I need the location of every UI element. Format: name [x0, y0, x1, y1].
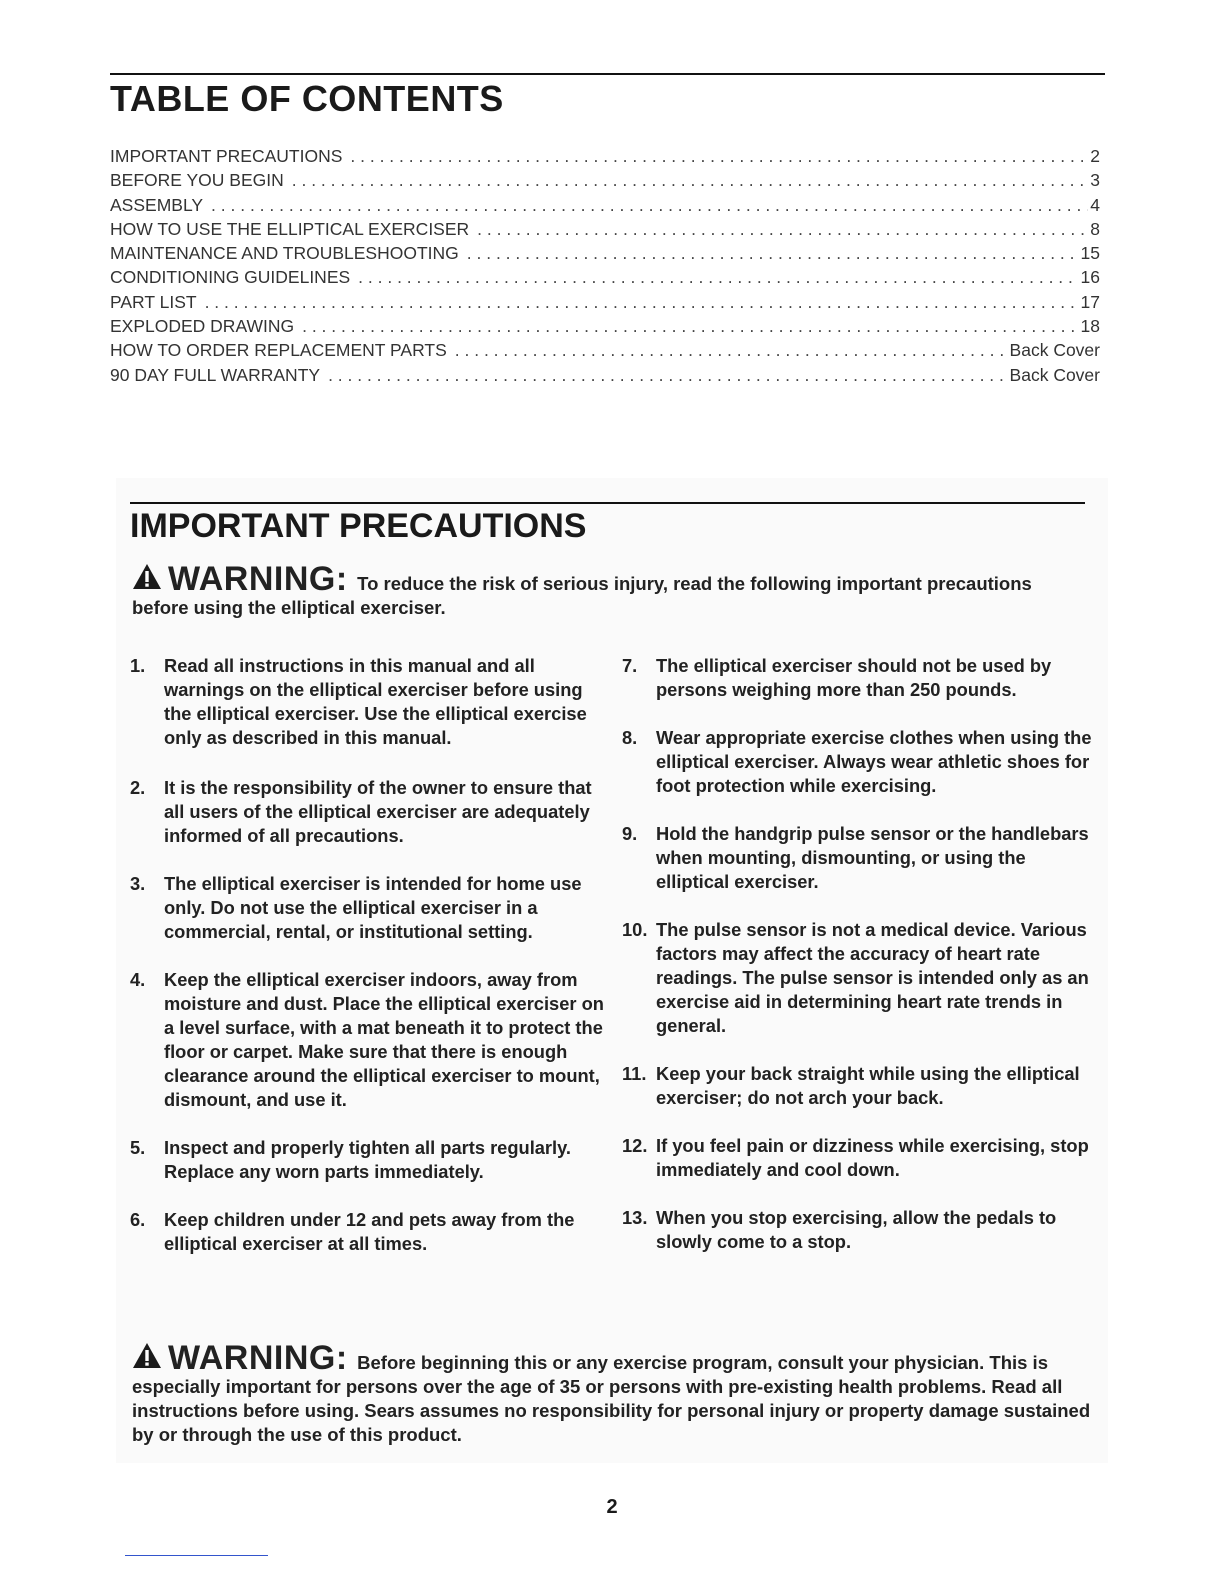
precaution-text: Wear appropriate exercise clothes when using the elliptical exerciser. Always wear athletic shoes for foot protection while exercising. — [656, 727, 1092, 796]
toc-entry-label: HOW TO USE THE ELLIPTICAL EXERCISER — [110, 218, 470, 239]
warning-1-text: To reduce the risk of serious injury, read the following important precautions before using the elliptical exerciser. — [132, 573, 1032, 618]
toc-list — [110, 146, 1100, 389]
warning-colon: : — [335, 560, 348, 598]
toc-leader-dots — [205, 292, 1079, 313]
precaution-text: Keep the elliptical exerciser indoors, away from moisture and dust. Place the elliptical exerciser on a level surface, with a mat beneath it to protect the floor or carpet. Make sure that there is enough clearance around the elliptical exerciser to mount, dismount, and use it. — [164, 969, 604, 1110]
warning-triangle-icon — [132, 563, 162, 590]
toc-entry — [110, 365, 1100, 389]
warning-word: WARNING — [168, 1339, 336, 1377]
precaution-item — [130, 1208, 610, 1256]
precaution-item — [130, 654, 610, 750]
precaution-number: 2. — [130, 777, 146, 798]
warning-heading — [132, 560, 353, 598]
precaution-text: Hold the handgrip pulse sensor or the handlebars when mounting, dismounting, or using the elliptical exerciser. — [656, 823, 1089, 892]
precaution-text: Inspect and properly tighten all parts regularly. Replace any worn parts immediately. — [164, 1137, 572, 1182]
warning-triangle-icon — [132, 1342, 162, 1369]
toc-entry-page: 8 — [1090, 218, 1100, 239]
precaution-item — [622, 1206, 1102, 1254]
toc-entry — [110, 316, 1100, 340]
toc-leader-dots — [358, 267, 1078, 288]
toc-entry-page: 18 — [1080, 316, 1100, 337]
precautions-right-column — [622, 654, 1102, 1254]
precaution-text: If you feel pain or dizziness while exercising, stop immediately and cool down. — [656, 1135, 1089, 1180]
precaution-number: 1. — [130, 655, 146, 676]
warning-heading — [132, 1339, 353, 1377]
toc-leader-dots — [302, 316, 1078, 337]
precaution-number: 8. — [622, 727, 638, 748]
toc-title: TABLE OF CONTENTS — [110, 78, 504, 119]
precaution-number: 7. — [622, 655, 638, 676]
toc-entry — [110, 243, 1100, 267]
toc-entry-label: BEFORE YOU BEGIN — [110, 170, 284, 191]
precaution-item — [130, 1136, 610, 1184]
precaution-item — [622, 726, 1102, 798]
toc-entry — [110, 146, 1100, 170]
precaution-text: Read all instructions in this manual and all warnings on the elliptical exerciser before using the elliptical exerciser. Use the elliptical exercise only as described in this manual. — [164, 655, 587, 748]
toc-entry-page: Back Cover — [1009, 364, 1100, 385]
toc-entry-page: 4 — [1090, 194, 1100, 215]
toc-entry-page: Back Cover — [1009, 340, 1100, 361]
precaution-number: 13. — [622, 1207, 648, 1228]
precaution-text: Keep your back straight while using the elliptical exerciser; do not arch your back. — [656, 1063, 1080, 1108]
toc-entry-label: HOW TO ORDER REPLACEMENT PARTS — [110, 340, 447, 361]
warning-block-2 — [132, 1339, 1092, 1447]
toc-leader-dots — [350, 146, 1088, 167]
toc-leader-dots — [328, 365, 1007, 386]
warning-2-text: Before beginning this or any exercise program, consult your physician. This is especially important for persons over the age of 35 or persons with pre-existing health problems. Read all instructions before using. Sears assumes no responsibility for personal injury or property damage sustained by or through the use of this product. — [132, 1352, 1091, 1445]
precaution-text: It is the responsibility of the owner to ensure that all users of the elliptical exerciser are adequately informed of all precautions. — [164, 777, 592, 846]
precaution-item — [622, 1134, 1102, 1182]
precaution-item — [622, 1062, 1102, 1110]
precaution-number: 3. — [130, 873, 146, 894]
toc-entry-label: 90 DAY FULL WARRANTY — [110, 364, 321, 385]
precaution-number: 11. — [622, 1063, 647, 1084]
toc-entry-page: 3 — [1090, 170, 1100, 191]
precaution-number: 12. — [622, 1135, 648, 1156]
toc-top-rule — [110, 73, 1105, 75]
toc-entry-label: CONDITIONING GUIDELINES — [110, 267, 351, 288]
precautions-left-column — [130, 654, 610, 1256]
precaution-text: When you stop exercising, allow the pedals to slowly come to a stop. — [656, 1207, 1057, 1252]
precaution-item — [130, 968, 610, 1112]
precaution-number: 5. — [130, 1137, 146, 1158]
toc-leader-dots — [455, 340, 1008, 361]
toc-entry-label: ASSEMBLY — [110, 194, 204, 215]
warning-word: WARNING — [168, 560, 336, 598]
toc-leader-dots — [477, 219, 1088, 240]
warning-colon: : — [335, 1339, 348, 1377]
precaution-text: The pulse sensor is not a medical device. Various factors may affect the accuracy of heart rate readings. The pulse sensor is intended only as an exercise aid in determining heart rate trends in general. — [656, 919, 1089, 1036]
toc-entry-page: 17 — [1080, 291, 1100, 312]
toc-entry-page: 2 — [1090, 146, 1100, 166]
toc-entry — [110, 340, 1100, 364]
precaution-item — [622, 822, 1102, 894]
toc-entry-label: PART LIST — [110, 291, 197, 312]
toc-entry — [110, 195, 1100, 219]
toc-entry-label: IMPORTANT PRECAUTIONS — [110, 146, 343, 166]
precaution-item — [622, 918, 1102, 1038]
precautions-top-rule — [130, 502, 1085, 504]
precaution-number: 4. — [130, 969, 146, 990]
precaution-text: The elliptical exerciser should not be used by persons weighing more than 250 pounds. — [656, 655, 1052, 700]
precaution-item — [622, 654, 1102, 702]
toc-leader-dots — [211, 195, 1088, 216]
toc-entry — [110, 219, 1100, 243]
warning-block-1 — [132, 560, 1092, 620]
precaution-number: 6. — [130, 1209, 146, 1230]
toc-entry — [110, 170, 1100, 194]
toc-entry — [110, 292, 1100, 316]
toc-leader-dots — [467, 243, 1079, 264]
precaution-number: 10. — [622, 919, 648, 940]
precautions-title: IMPORTANT PRECAUTIONS — [130, 507, 587, 545]
precaution-item — [130, 872, 610, 944]
precaution-item — [130, 776, 610, 848]
toc-entry-page: 16 — [1080, 267, 1100, 288]
footer-line — [125, 1555, 268, 1556]
precaution-number: 9. — [622, 823, 638, 844]
toc-entry-label: EXPLODED DRAWING — [110, 316, 295, 337]
page-number: 2 — [606, 1496, 618, 1518]
toc-entry — [110, 267, 1100, 291]
toc-leader-dots — [292, 170, 1089, 191]
toc-entry-page: 15 — [1080, 243, 1100, 264]
precaution-text: The elliptical exerciser is intended for home use only. Do not use the elliptical exerciser in a commercial, rental, or institutional setting. — [164, 873, 582, 942]
toc-entry-label: MAINTENANCE AND TROUBLESHOOTING — [110, 243, 459, 264]
precaution-text: Keep children under 12 and pets away from the elliptical exerciser at all times. — [164, 1209, 575, 1254]
